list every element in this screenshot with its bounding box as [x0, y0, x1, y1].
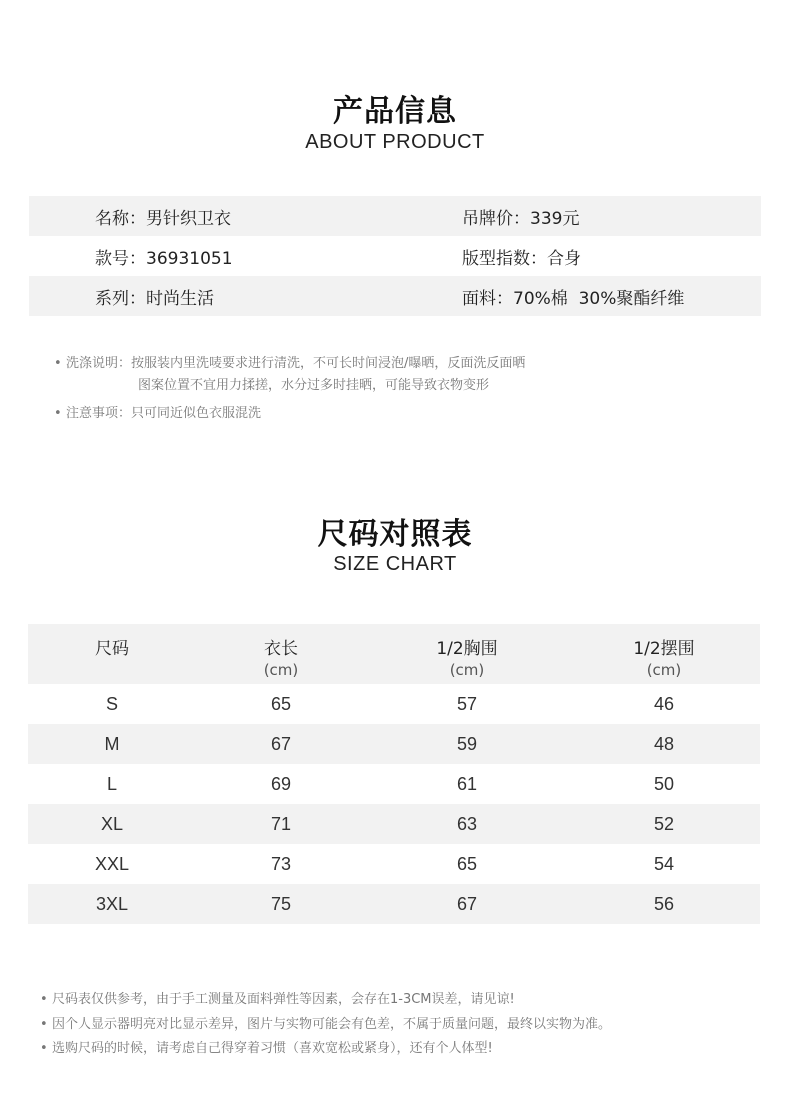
- table-cell: 63: [456, 813, 478, 834]
- header-length: [196, 624, 366, 684]
- table-cell: XXL: [94, 853, 130, 874]
- care-notes: [54, 353, 525, 425]
- table-cell: 3XL: [95, 893, 129, 914]
- table-cell: 73: [270, 853, 292, 874]
- size-note: • 选购尺码的时候，请考虑自己得穿着习惯（喜欢宽松或紧身），还有个人体型!: [40, 1037, 611, 1062]
- info-value: 时尚生活: [146, 288, 214, 309]
- wash-instructions: [54, 353, 525, 397]
- header-chest: [366, 624, 568, 684]
- table-cell: 65: [270, 693, 292, 714]
- table-cell: 61: [456, 773, 478, 794]
- size-note: • 因个人显示器明亮对比显示差异，图片与实物可能会有色差，不属于质量问题，最终以实物为准。: [40, 1013, 611, 1038]
- header-label: 衣长: [264, 639, 298, 659]
- warning-text: 只可同近似色衣服混洗: [131, 406, 262, 421]
- size-chart-table: [28, 624, 760, 924]
- table-cell: 48: [653, 733, 675, 754]
- info-cell: [95, 244, 233, 269]
- size-chart-notes: [40, 988, 611, 1062]
- table-cell: 71: [270, 813, 292, 834]
- table-row: [28, 724, 760, 764]
- table-cell: 52: [653, 813, 675, 834]
- info-cell: [462, 284, 684, 309]
- info-cell: [95, 204, 231, 229]
- table-cell: 57: [456, 693, 478, 714]
- info-row: [29, 236, 761, 276]
- table-row: [28, 804, 760, 844]
- table-cell: S: [105, 693, 118, 714]
- care-warning: [54, 403, 525, 425]
- size-chart-title: 尺码对照表: [317, 517, 473, 552]
- table-cell: L: [106, 773, 117, 794]
- header-size: [28, 624, 196, 684]
- table-cell: XL: [100, 813, 124, 834]
- table-cell: 65: [456, 853, 478, 874]
- table-cell: 46: [653, 693, 675, 714]
- wash-text-line2: 图案位置不宜用力揉搓，水分过多时挂晒，可能导致衣物变形: [138, 378, 490, 393]
- wash-text-line1: 按服装内里洗唛要求进行清洗，不可长时间浸泡/曝晒，反面洗反面晒: [131, 356, 526, 371]
- product-info-subtitle: ABOUT PRODUCT: [305, 131, 485, 153]
- product-info-title: 产品信息: [333, 94, 457, 129]
- table-cell: 67: [456, 893, 478, 914]
- info-label: 名称：: [95, 208, 146, 229]
- header-label: 1/2摆围: [633, 639, 695, 659]
- header-unit: (cm): [263, 661, 299, 679]
- table-cell: 54: [653, 853, 675, 874]
- wash-label: 洗涤说明：: [66, 356, 132, 371]
- header-label: 1/2胸围: [436, 639, 498, 659]
- size-note: • 尺码表仅供参考，由于手工测量及面料弹性等因素，会存在1-3CM误差，请见谅!: [40, 988, 611, 1013]
- table-cell: 67: [270, 733, 292, 754]
- table-header-row: [28, 624, 760, 684]
- size-chart-subtitle: SIZE CHART: [333, 553, 457, 575]
- info-value: 339元: [530, 208, 580, 229]
- table-cell: 59: [456, 733, 478, 754]
- info-label: 系列：: [95, 288, 146, 309]
- table-cell: 56: [653, 893, 675, 914]
- header-label: 尺码: [95, 639, 129, 659]
- header-hem: [568, 624, 760, 684]
- info-label: 版型指数：: [462, 248, 547, 269]
- info-cell: [462, 244, 581, 269]
- info-label: 吊牌价：: [462, 208, 530, 229]
- info-cell: [462, 204, 579, 229]
- header-unit: (cm): [646, 661, 682, 679]
- info-value: 合身: [547, 248, 581, 269]
- table-row: [28, 684, 760, 724]
- table-cell: M: [104, 733, 120, 754]
- info-value: 36931051: [146, 248, 233, 269]
- table-row: [28, 844, 760, 884]
- info-value: 70%棉 30%聚酯纤维: [513, 288, 685, 309]
- info-row: [29, 276, 761, 316]
- table-row: [28, 764, 760, 804]
- info-row: [29, 196, 761, 236]
- header-unit: (cm): [449, 661, 485, 679]
- table-row: [28, 884, 760, 924]
- table-cell: 69: [270, 773, 292, 794]
- info-value: 男针织卫衣: [146, 208, 231, 229]
- info-label: 面料：: [462, 288, 513, 309]
- info-label: 款号：: [95, 248, 146, 269]
- product-info-table: [29, 196, 761, 316]
- warning-label: 注意事项：: [66, 406, 132, 421]
- info-cell: [95, 284, 214, 309]
- table-cell: 50: [653, 773, 675, 794]
- table-cell: 75: [270, 893, 292, 914]
